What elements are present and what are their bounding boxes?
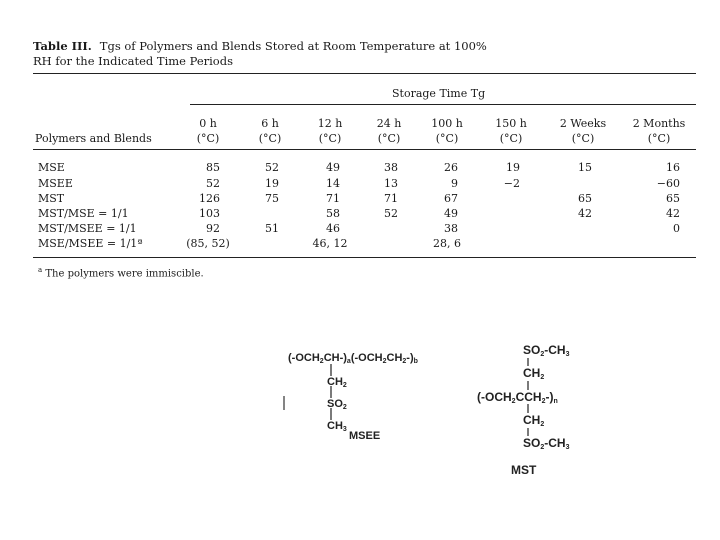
table-cell: 85 (206, 161, 220, 174)
row-label: MST/MSE = 1/1 (38, 207, 129, 220)
column-unit: (°C) (571, 132, 595, 145)
mst-upper-ch2: $CH_2$ (523, 366, 545, 381)
table-cell: 92 (206, 222, 220, 235)
table-cell: −60 (656, 177, 680, 190)
table-cell: 58 (326, 207, 340, 220)
table-cell: 9 (451, 177, 458, 190)
column-time: 0 h (199, 117, 217, 130)
column-time: 2 Weeks (559, 117, 607, 130)
mst-top: $SO_2-CH_3$ (523, 343, 570, 358)
msee-ch3: $CH_3$ (327, 420, 347, 433)
table-label: Table III. (33, 39, 92, 53)
row-label: MSEE (38, 177, 73, 190)
row-label: MST (38, 192, 65, 205)
row-header: Polymers and Blends (35, 132, 152, 145)
column-time: 6 h (261, 117, 279, 130)
msee-so2: $SO_2$ (327, 398, 347, 411)
mst-bonds (520, 356, 540, 438)
footnote-mark: a (38, 266, 43, 274)
table-cell: 26 (444, 161, 458, 174)
column-unit: (°C) (258, 132, 282, 145)
table-cell: −2 (503, 177, 520, 190)
table-cell: 65 (578, 192, 592, 205)
row-label: MSE (38, 161, 65, 174)
mst-name: MST (511, 463, 537, 477)
table-cell: 71 (326, 192, 340, 205)
table-cell: 0 (673, 222, 680, 235)
table-cell: 14 (326, 177, 340, 190)
table-cell: 38 (444, 222, 458, 235)
table-cell: 46, 12 (312, 237, 348, 250)
table-cell: 65 (666, 192, 680, 205)
column-unit: (°C) (318, 132, 342, 145)
msee-ch2: $CH_2$ (327, 376, 347, 389)
table-cell: 28, 6 (433, 237, 461, 250)
table-cell: 19 (265, 177, 279, 190)
table-cell: 52 (206, 177, 220, 190)
mst-bottom: $SO_2-CH_3$ (523, 436, 570, 451)
table-cell: 52 (265, 161, 279, 174)
table-cell: 42 (578, 207, 592, 220)
caption-text: Tgs of Polymers and Blends Stored at Room Temperature at 100% RH for the Indicated Time Periods (33, 39, 487, 68)
table-cell: 71 (384, 192, 398, 205)
header-rule (33, 149, 696, 150)
column-time: 100 h (431, 117, 463, 130)
table-cell: 19 (506, 161, 520, 174)
table-cell: 52 (384, 207, 398, 220)
table-cell: 67 (444, 192, 458, 205)
table-cell: 51 (265, 222, 279, 235)
group-rule (190, 104, 696, 105)
footnote (38, 266, 204, 279)
table-cell: 38 (384, 161, 398, 174)
column-unit: (°C) (196, 132, 220, 145)
msee-backbone: $(-OCH_2CH-)_a(-OCH_2CH_2-)_b$ (288, 352, 418, 365)
table-cell: 103 (199, 207, 220, 220)
table-cell: 126 (199, 192, 220, 205)
table-cell: 49 (444, 207, 458, 220)
top-rule (33, 73, 696, 74)
row-label: MSE/MSEE = 1/1ª (38, 237, 143, 250)
table-caption (33, 39, 503, 69)
table-cell: 49 (326, 161, 340, 174)
column-unit: (°C) (377, 132, 401, 145)
column-time: 24 h (376, 117, 402, 130)
row-label: MST/MSEE = 1/1 (38, 222, 137, 235)
column-time: 150 h (495, 117, 527, 130)
group-header: Storage Time Tg (392, 87, 486, 100)
column-time: 2 Months (632, 117, 686, 130)
mst-lower-ch2: $CH_2$ (523, 413, 545, 428)
column-unit: (°C) (499, 132, 523, 145)
column-time: 12 h (317, 117, 343, 130)
footnote-text: The polymers were immiscible. (45, 268, 204, 280)
column-unit: (°C) (647, 132, 671, 145)
table-cell: 16 (666, 161, 680, 174)
table-cell: 13 (384, 177, 398, 190)
table-cell: 46 (326, 222, 340, 235)
mst-backbone: $(-OCH_2CCH_2-)_n$ (477, 390, 558, 405)
column-unit: (°C) (435, 132, 459, 145)
bottom-rule (33, 257, 696, 258)
msee-bonds (280, 364, 350, 434)
table-cell: 42 (666, 207, 680, 220)
table-cell: 75 (265, 192, 279, 205)
table-cell: 15 (578, 161, 592, 174)
msee-name: MSEE (349, 430, 381, 442)
table-cell: (85, 52) (186, 237, 230, 250)
